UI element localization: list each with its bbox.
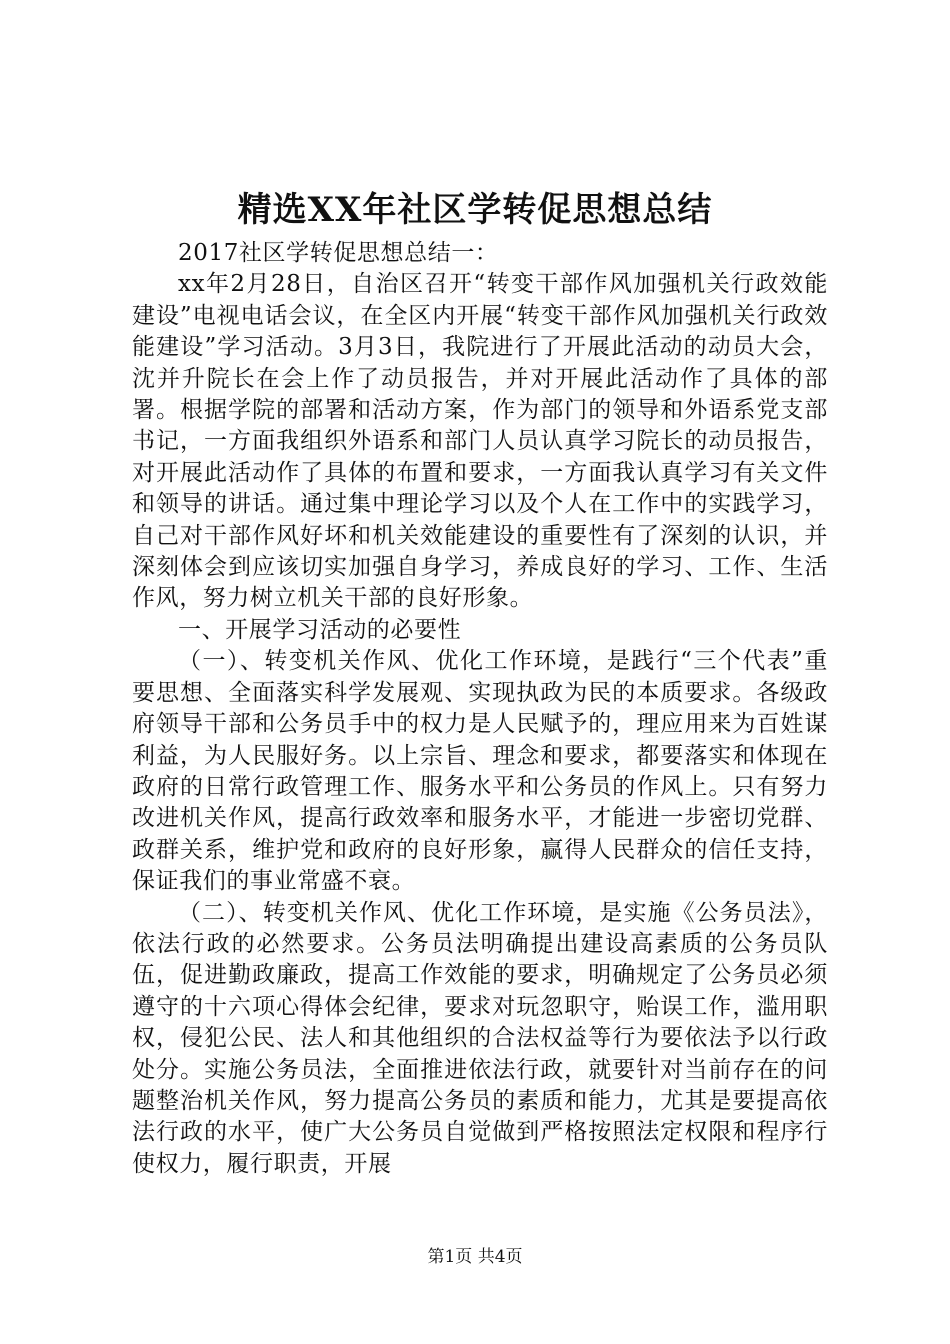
paragraph-intro: 2017社区学转促思想总结一： [178,240,499,266]
paragraph-point-1: （一）、转变机关作风、优化工作环境，是践行“三个代表”重要思想、全面落实科学发展观、实现执政为民的本质要求。各级政府领导干部和公务员手中的权力是人民赋予的，理应用来为百姓谋利益，为人民服好务。以上宗旨、理念和要求，都要落实和体现在政府的日常行政管理工作、服务水平和公务员的作风上。只有努力改进机关作风，提高行政效率和服务水平，才能进一步密切党群、政群关系，维护党和政府的良好形象，赢得人民群众的信任支持，保证我们的事业常盛不衰。 [132,648,828,895]
document-body [132,238,828,1180]
document-title: 精选XX年社区学转促思想总结 [237,190,713,230]
page-number-footer: 第1页 共4页 [427,1247,523,1267]
paragraph-point-2: （二）、转变机关作风、优化工作环境，是实施《公务员法》，依法行政的必然要求。公务员法明确提出建设高素质的公务员队伍，促进勤政廉政，提高工作效能的要求，明确规定了公务员必须遵守的十六项心得体会纪律，要求对玩忽职守，贻误工作，滥用职权，侵犯公民、法人和其他组织的合法权益等行为要依法予以行政处分。实施公务员法，全面推进依法行政，就要针对当前存在的问题整治机关作风，努力提高公务员的素质和能力，尤其是要提高依法行政的水平，使广大公务员自觉做到严格按照法定权限和程序行使权力，履行职责，开展 [132,899,828,1177]
section-heading-1: 一、开展学习活动的必要性 [178,616,462,643]
paragraph-background: xx年2月28日，自治区召开“转变干部作风加强机关行政效能建设”电视电话会议，在全区内开展“转变干部作风加强机关行政效能建设”学习活动。3月3日，我院进行了开展此活动的动员大会，沈并升院长在会上作了动员报告，并对开展此活动作了具体的部署。根据学院的部署和活动方案，作为部门的领导和外语系党支部书记，一方面我组织外语系和部门人员认真学习院长的动员报告，对开展此活动作了具体的布置和要求，一方面我认真学习有关文件和领导的讲话。通过集中理论学习以及个人在工作中的实践学习，自己对干部作风好坏和机关效能建设的重要性有了深刻的认识，并深刻体会到应该切实加强自身学习，养成良好的学习、工作、生活作风，努力树立机关干部的良好形象。 [132,271,828,612]
